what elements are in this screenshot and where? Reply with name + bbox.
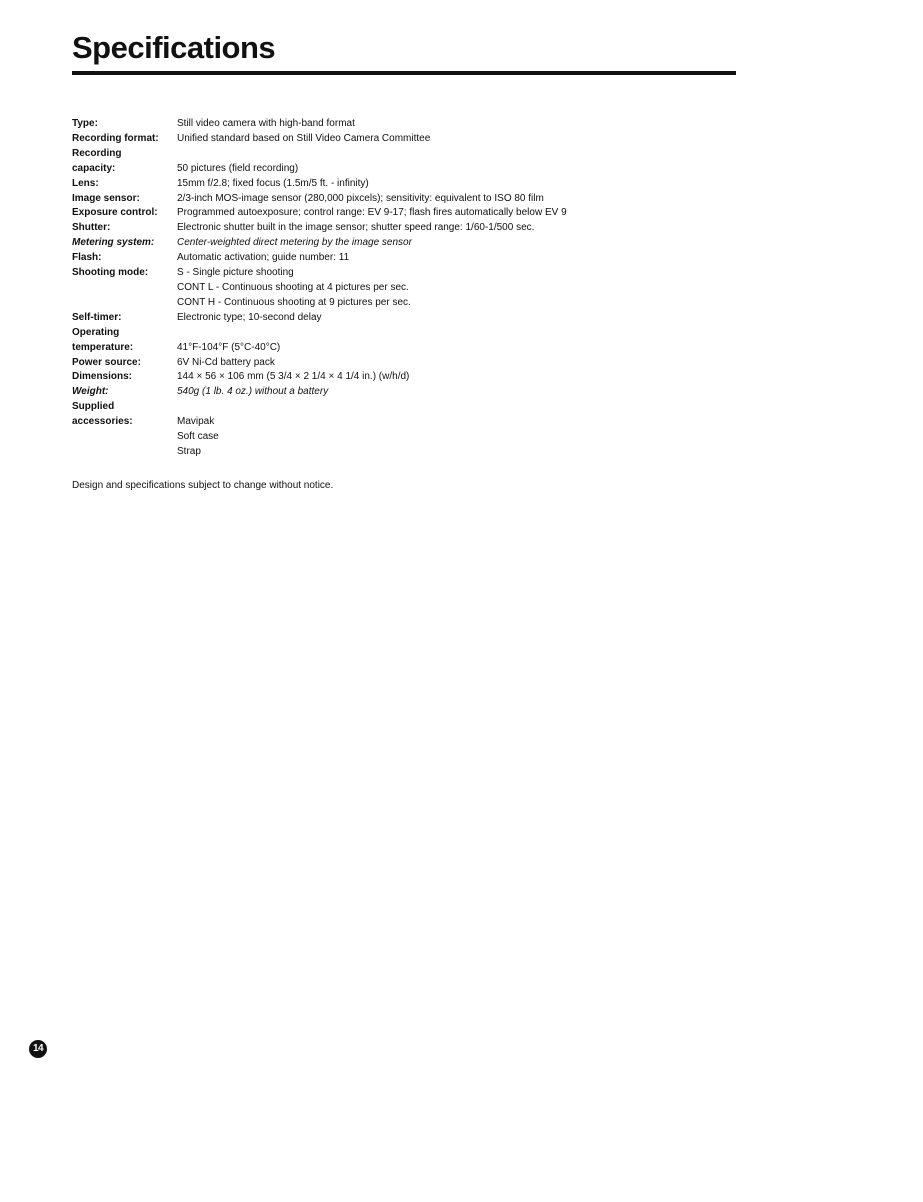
spec-values — [177, 206, 872, 221]
spec-row — [72, 266, 872, 311]
spec-label-line: Recording format: — [72, 132, 159, 144]
spec-label-line: Self-timer: — [72, 311, 122, 323]
spec-row — [72, 206, 872, 221]
spec-row — [72, 192, 872, 207]
spec-values — [177, 311, 872, 326]
spec-values — [177, 356, 872, 371]
spec-row — [72, 385, 872, 400]
spec-value: Electronic shutter built in the image sensor; shutter speed range: 1/60-1/500 sec. — [177, 222, 535, 234]
spec-label — [72, 400, 177, 430]
spec-value: 41°F-104°F (5°C-40°C) — [177, 341, 281, 353]
spec-label-line: Shooting mode: — [72, 267, 149, 279]
spec-label-line: Lens: — [72, 177, 99, 189]
spec-row — [72, 370, 872, 385]
spec-values — [177, 385, 872, 400]
spec-value: 2/3-inch MOS-image sensor (280,000 pixcels); sensitivity: equivalent to ISO 80 film — [177, 192, 544, 204]
spec-values — [177, 132, 872, 147]
page-title: Specifications — [72, 30, 276, 65]
spec-label-line: Supplied — [72, 401, 115, 413]
spec-row — [72, 117, 872, 132]
spec-row — [72, 236, 872, 251]
spec-label — [72, 192, 177, 207]
spec-label-line: Operating — [72, 326, 120, 338]
spec-row — [72, 132, 872, 147]
page-number-badge: 14 — [29, 1040, 47, 1058]
spec-label-line: Power source: — [72, 356, 141, 368]
spec-value: 15mm f/2.8; fixed focus (1.5m/5 ft. - infinity) — [177, 177, 369, 189]
spec-values — [177, 177, 872, 192]
spec-values — [177, 266, 872, 311]
footer-note: Design and specifications subject to change without notice. — [72, 480, 334, 491]
spec-value: Electronic type; 10-second delay — [177, 311, 322, 323]
spec-value: 50 pictures (field recording) — [177, 162, 299, 174]
spec-values — [177, 147, 872, 177]
spec-label — [72, 251, 177, 266]
spec-value: Strap — [177, 445, 201, 457]
spec-values — [177, 192, 872, 207]
spec-values — [177, 236, 872, 251]
spec-values — [177, 400, 872, 460]
spec-values — [177, 251, 872, 266]
spec-label — [72, 206, 177, 221]
spec-row — [72, 147, 872, 177]
spec-value: Still video camera with high-band format — [177, 118, 355, 129]
spec-label — [72, 385, 177, 400]
spec-values — [177, 326, 872, 356]
spec-value: S - Single picture shooting — [177, 267, 294, 279]
spec-values — [177, 370, 872, 385]
spec-label — [72, 266, 177, 281]
spec-value: Mavipak — [177, 416, 215, 428]
spec-value: 6V Ni-Cd battery pack — [177, 356, 275, 368]
spec-row — [72, 311, 872, 326]
spec-label — [72, 132, 177, 147]
spec-value: Unified standard based on Still Video Camera Committee — [177, 132, 431, 144]
spec-label-line: temperature: — [72, 341, 134, 353]
spec-label — [72, 177, 177, 192]
spec-value — [177, 147, 872, 162]
spec-label — [72, 221, 177, 236]
spec-row — [72, 356, 872, 371]
spec-value: Soft case — [177, 431, 219, 443]
spec-label — [72, 370, 177, 385]
spec-label — [72, 326, 177, 356]
spec-value: CONT H - Continuous shooting at 9 pictures per sec. — [177, 296, 411, 308]
specifications-list — [72, 117, 872, 460]
spec-label — [72, 356, 177, 371]
spec-label-line: Flash: — [72, 252, 102, 264]
spec-row — [72, 177, 872, 192]
spec-label — [72, 311, 177, 326]
spec-row — [72, 326, 872, 356]
spec-value: Programmed autoexposure; control range: EV 9-17; flash fires automatically below EV 9 — [177, 207, 567, 219]
spec-label-line: Exposure control: — [72, 207, 158, 219]
spec-label-line: Dimensions: — [72, 371, 133, 383]
spec-label-line: capacity: — [72, 162, 116, 174]
spec-value — [177, 400, 872, 415]
spec-value: 540g (1 lb. 4 oz.) without a battery — [177, 386, 329, 398]
spec-value: 144 × 56 × 106 mm (5 3/4 × 2 1/4 × 4 1/4 in.) (w/h/d) — [177, 371, 410, 383]
spec-row — [72, 221, 872, 236]
spec-label — [72, 236, 177, 251]
spec-label-line: Image sensor: — [72, 192, 140, 204]
spec-label-line: Type: — [72, 118, 98, 129]
spec-label-line: Shutter: — [72, 222, 111, 234]
spec-row — [72, 251, 872, 266]
spec-label-line: accessories: — [72, 416, 133, 428]
spec-row — [72, 400, 872, 460]
spec-value: CONT L - Continuous shooting at 4 pictures per sec. — [177, 281, 409, 293]
spec-label — [72, 117, 177, 132]
spec-label-line: Metering system: — [72, 237, 155, 249]
spec-label — [72, 147, 177, 177]
spec-values — [177, 221, 872, 236]
spec-value: Center-weighted direct metering by the image sensor — [177, 237, 412, 249]
spec-value: Automatic activation; guide number: 11 — [177, 252, 350, 264]
spec-values — [177, 117, 872, 132]
spec-label-line: Recording — [72, 147, 122, 159]
spec-label-line: Weight: — [72, 386, 109, 398]
title-rule — [72, 71, 736, 75]
spec-value — [177, 326, 872, 341]
